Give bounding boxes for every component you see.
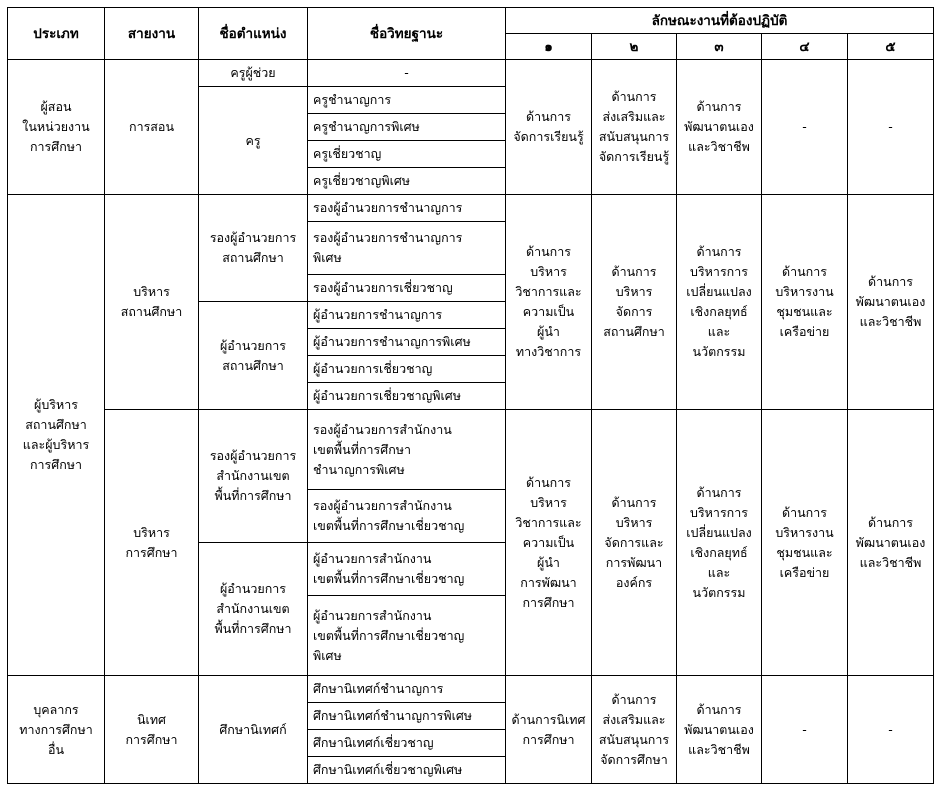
school-task-5: ด้านการ พัฒนาตนเอง และวิชาชีพ [848,195,934,410]
school-director-rank: ผู้อำนวยการชำนาญการ [308,302,506,329]
district-director-rank: ผู้อำนวยการสำนักงาน เขตพื้นที่การศึกษาเชี่ยวชาญ [308,543,506,596]
header-tasks: ลักษณะงานที่ต้องปฏิบัติ [506,8,934,34]
other-task-5: - [848,676,934,784]
teacher-task-5: - [848,60,934,195]
teacher-rank: ครูเชี่ยวชาญพิเศษ [308,168,506,195]
teacher-position: ครู [199,87,308,195]
other-task-2: ด้านการ ส่งเสริมและ สนับสนุนการ จัดการศึกษา [592,676,677,784]
other-task-1: ด้านการนิเทศ การศึกษา [506,676,592,784]
teacher-task-2: ด้านการ ส่งเสริมและ สนับสนุนการ จัดการเรียนรู้ [592,60,677,195]
teacher-task-1: ด้านการ จัดการเรียนรู้ [506,60,592,195]
teacher-task-4: - [762,60,848,195]
school-task-1: ด้านการ บริหาร วิชาการและ ความเป็น ผู้นำ ทางวิชาการ [506,195,592,410]
teacher-assistant-rank: - [308,60,506,87]
district-task-3: ด้านการ บริหารการ เปลี่ยนแปลง เชิงกลยุทธ์ และ นวัตกรรม [677,410,762,676]
school-director-rank: ผู้อำนวยการเชี่ยวชาญพิเศษ [308,383,506,410]
other-task-4: - [762,676,848,784]
duties-table [7,7,934,784]
district-task-1: ด้านการ บริหาร วิชาการและ ความเป็น ผู้นำ การพัฒนา การศึกษา [506,410,592,676]
other-task-3: ด้านการ พัฒนาตนเอง และวิชาชีพ [677,676,762,784]
header-task-2: ๒ [592,34,677,60]
teacher-assistant-position: ครูผู้ช่วย [199,60,308,87]
header-line: สายงาน [105,8,199,60]
other-position: ศึกษานิเทศก์ [199,676,308,784]
school-director-position: ผู้อำนวยการ สถานศึกษา [199,302,308,410]
header-type: ประเภท [8,8,105,60]
district-director-rank: ผู้อำนวยการสำนักงาน เขตพื้นที่การศึกษาเชี่ยวชาญ พิเศษ [308,596,506,676]
header-position: ชื่อตำแหน่ง [199,8,308,60]
header-task-4: ๔ [762,34,848,60]
school-task-4: ด้านการ บริหารงาน ชุมชนและ เครือข่าย [762,195,848,410]
school-deputy-rank: รองผู้อำนวยการเชี่ยวชาญ [308,275,506,302]
header-rank: ชื่อวิทยฐานะ [308,8,506,60]
district-deputy-rank: รองผู้อำนวยการสำนักงาน เขตพื้นที่การศึกษา ชำนาญการพิเศษ [308,410,506,490]
school-deputy-rank: รองผู้อำนวยการชำนาญการ พิเศษ [308,222,506,275]
district-task-2: ด้านการ บริหาร จัดการและ การพัฒนา องค์กร [592,410,677,676]
district-line: บริหาร การศึกษา [105,410,199,676]
school-director-rank: ผู้อำนวยการเชี่ยวชาญ [308,356,506,383]
district-task-4: ด้านการ บริหารงาน ชุมชนและ เครือข่าย [762,410,848,676]
district-deputy-rank: รองผู้อำนวยการสำนักงาน เขตพื้นที่การศึกษาเชี่ยวชาญ [308,490,506,543]
teacher-task-3: ด้านการ พัฒนาตนเอง และวิชาชีพ [677,60,762,195]
other-rank: ศึกษานิเทศก์เชี่ยวชาญ [308,730,506,757]
teacher-rank: ครูชำนาญการ [308,87,506,114]
district-deputy-position: รองผู้อำนวยการ สำนักงานเขต พื้นที่การศึกษา [199,410,308,543]
teacher-rank: ครูชำนาญการพิเศษ [308,114,506,141]
other-rank: ศึกษานิเทศก์ชำนาญการพิเศษ [308,703,506,730]
school-task-2: ด้านการ บริหาร จัดการ สถานศึกษา [592,195,677,410]
other-rank: ศึกษานิเทศก์เชี่ยวชาญพิเศษ [308,757,506,784]
other-rank: ศึกษานิเทศก์ชำนาญการ [308,676,506,703]
other-line: นิเทศ การศึกษา [105,676,199,784]
header-task-5: ๕ [848,34,934,60]
district-task-5: ด้านการ พัฒนาตนเอง และวิชาชีพ [848,410,934,676]
header-task-3: ๓ [677,34,762,60]
school-line: บริหาร สถานศึกษา [105,195,199,410]
admin-type: ผู้บริหาร สถานศึกษา และผู้บริหาร การศึกษา [8,195,105,676]
school-deputy-rank: รองผู้อำนวยการชำนาญการ [308,195,506,222]
school-task-3: ด้านการ บริหารการ เปลี่ยนแปลง เชิงกลยุทธ์ และ นวัตกรรม [677,195,762,410]
school-deputy-position: รองผู้อำนวยการ สถานศึกษา [199,195,308,302]
teacher-type: ผู้สอน ในหน่วยงาน การศึกษา [8,60,105,195]
teacher-line: การสอน [105,60,199,195]
header-task-1: ๑ [506,34,592,60]
district-director-position: ผู้อำนวยการ สำนักงานเขต พื้นที่การศึกษา [199,543,308,676]
other-type: บุคลากร ทางการศึกษา อื่น [8,676,105,784]
teacher-rank: ครูเชี่ยวชาญ [308,141,506,168]
school-director-rank: ผู้อำนวยการชำนาญการพิเศษ [308,329,506,356]
